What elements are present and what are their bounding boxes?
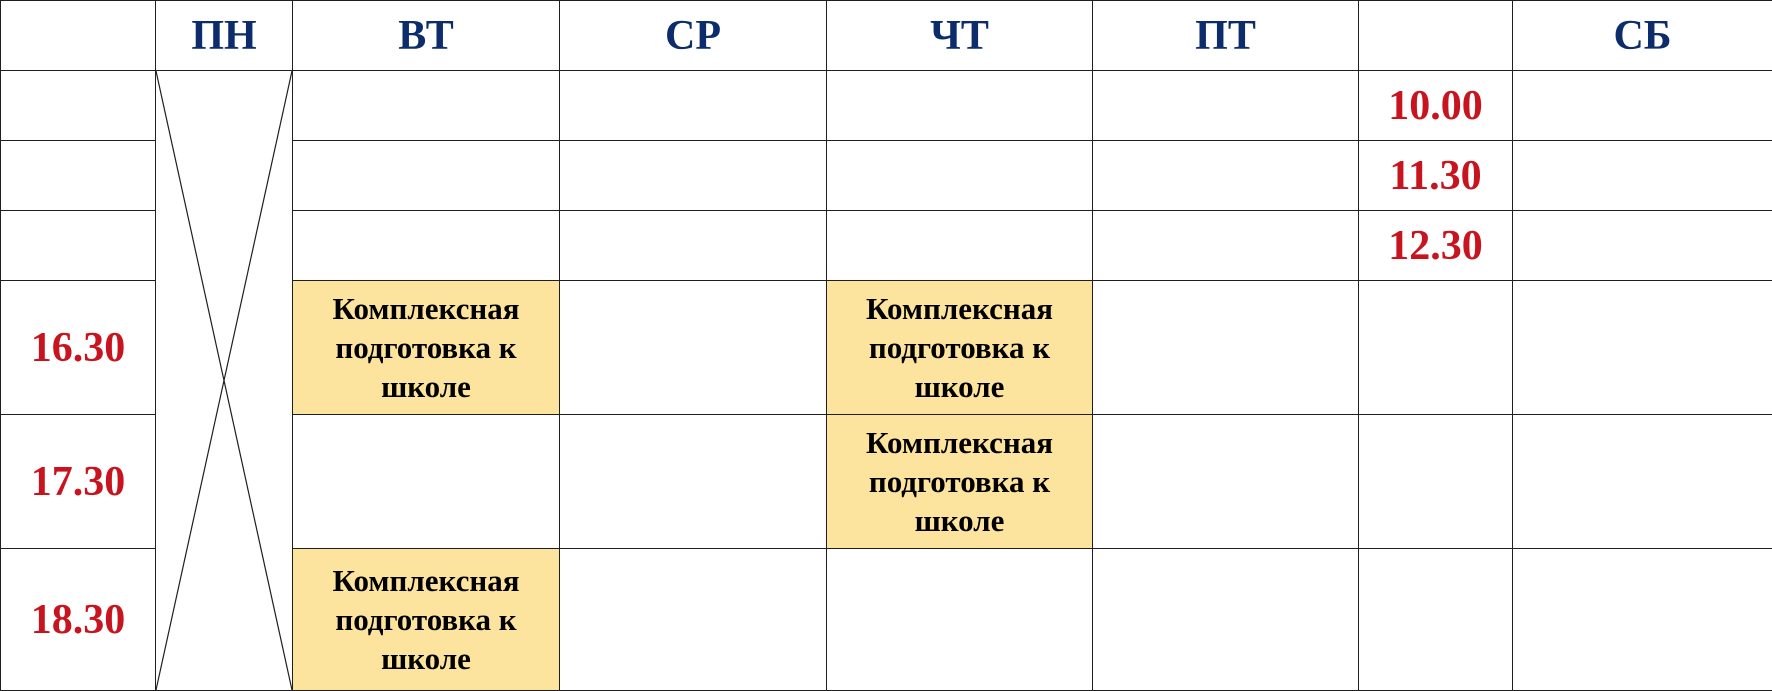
table-row — [1, 71, 1772, 141]
slot-cell — [1359, 415, 1513, 549]
slot-cell — [293, 71, 560, 141]
slot-cell — [1093, 141, 1359, 211]
lesson-cell-thu-1630: Комплексная подготовка к школе — [827, 281, 1093, 415]
day-header-sat: СБ — [1513, 1, 1772, 71]
slot-cell — [827, 141, 1093, 211]
slot-cell — [560, 415, 827, 549]
slot-cell — [1359, 549, 1513, 691]
day-header-tue: ВТ — [293, 1, 560, 71]
slot-cell — [560, 71, 827, 141]
slot-cell — [1359, 281, 1513, 415]
day-header-wed: СР — [560, 1, 827, 71]
slot-cell — [560, 549, 827, 691]
slot-cell — [293, 211, 560, 281]
lesson-cell-tue-1830: Комплексная подготовка к школе — [293, 549, 560, 691]
slot-cell — [1513, 281, 1772, 415]
saturday-time-cell: 10.00 — [1359, 71, 1513, 141]
slot-cell — [1093, 281, 1359, 415]
slot-cell — [1513, 71, 1772, 141]
lesson-cell-thu-1730: Комплексная подготовка к школе — [827, 415, 1093, 549]
day-header-fri: ПТ — [1093, 1, 1359, 71]
day-header-blank — [1359, 1, 1513, 71]
day-header-mon: ПН — [156, 1, 293, 71]
day-header-thu: ЧТ — [827, 1, 1093, 71]
time-cell: 18.30 — [1, 549, 156, 691]
slot-cell — [827, 71, 1093, 141]
slot-cell — [1093, 415, 1359, 549]
lesson-cell-tue-1630: Комплексная подготовка к школе — [293, 281, 560, 415]
slot-cell — [560, 211, 827, 281]
slot-cell — [560, 141, 827, 211]
slot-cell — [293, 415, 560, 549]
slot-cell — [560, 281, 827, 415]
slot-cell — [293, 141, 560, 211]
slot-cell — [1513, 549, 1772, 691]
time-cell-empty — [1, 141, 156, 211]
saturday-time-cell: 11.30 — [1359, 141, 1513, 211]
slot-cell — [1093, 549, 1359, 691]
slot-cell — [827, 549, 1093, 691]
corner-cell — [1, 1, 156, 71]
slot-cell — [1513, 141, 1772, 211]
slot-cell — [827, 211, 1093, 281]
slot-cell — [1513, 211, 1772, 281]
time-cell-empty — [1, 71, 156, 141]
slot-cell — [1513, 415, 1772, 549]
slot-cell — [1093, 71, 1359, 141]
time-cell: 17.30 — [1, 415, 156, 549]
cross-out-icon — [156, 71, 292, 690]
header-row — [1, 1, 1772, 71]
time-cell-empty — [1, 211, 156, 281]
time-cell: 16.30 — [1, 281, 156, 415]
slot-cell — [1093, 211, 1359, 281]
saturday-time-cell: 12.30 — [1359, 211, 1513, 281]
monday-crossed-out-cell — [156, 71, 293, 691]
